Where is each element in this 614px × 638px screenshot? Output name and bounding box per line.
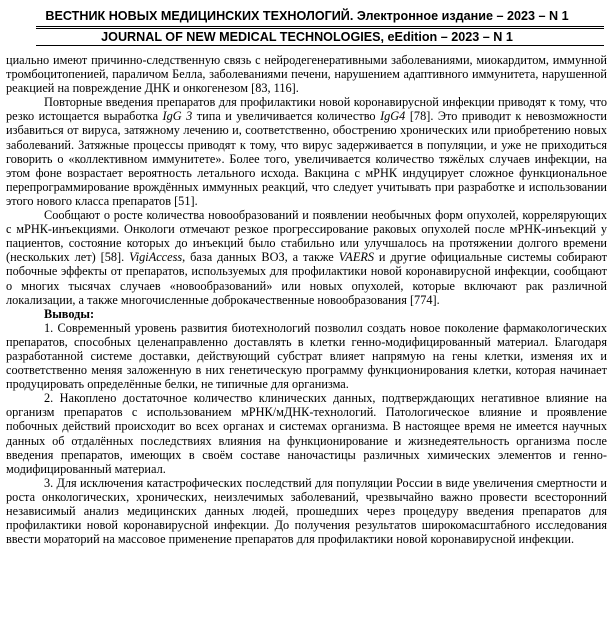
journal-title-ru: ВЕСТНИК НОВЫХ МЕДИЦИНСКИХ ТЕХНОЛОГИЙ. Электронное издание – 2023 – N 1 [45, 9, 569, 23]
header-divider-top [36, 26, 604, 27]
conclusion-2: 2. Накоплено достаточное количество клинических данных, подтверждающих негативное влияние на организм препаратов с использованием мРНК/мДНК-технологий. Патологическое влияние и проявление побочных действий происходит во всех органах и системах организма. В настоящее время не имеется научных данных об отдалённых последствиях влияния на функционирование и жизнедеятельность организма после введения препаратов, имеющих в своём составе наночастицы различных химических элементов и генно-модифицированный материал. [6, 391, 607, 476]
paragraph-neoplasms: Сообщают о росте количества новообразований и появлении необычных форм опухолей, коррелярующих с мРНК-инъекциями. Онкологи отмечают резкое прогрессирование раковых опухолей после мРНК-инъекций у пациентов, состояние которых до инъекций было стабильно или улучшалось на протяжении долгого времени (нескольких лет) [58]. VigiAccess, база данных ВОЗ, а также VAERS и другие официальные системы собирают побочные эффекты от препаратов, используемых для профилактики новой коронавирусной инфекции, сообщают о многих тысячах случаев «новообразований» или новых опухолей, которые включают рак различной локализации, а также многочисленные доброкачественные новообразования [774]. [6, 208, 608, 307]
journal-title-en: JOURNAL OF NEW MEDICAL TECHNOLOGIES, eEdition – 2023 – N 1 [101, 30, 513, 44]
vaers-term: VAERS [338, 250, 374, 265]
conclusion-1: 1. Современный уровень развития биотехнологий позволил создать новое поколение фармакологических препаратов, способных целенаправленно доставлять в клетки генно-модифицированный материал. Благодаря разработанной системе доставки, действующий субстрат влияет напрямую на гены клетки, изменяя их и соответственно меняя заложенную в них генетическую программу функционирования клетки, которая начинает продуцировать определённые белки, не типичные для организма. [6, 320, 607, 392]
conclusions-heading: Выводы: [44, 306, 95, 321]
vigiaccess-term: VigiAccess [129, 250, 183, 265]
conclusion-3: 3. Для исключения катастрофических последствий для популяции России в виде увеличения смертности и роста онкологических, хронических, неизлечимых заболеваний, чрезвычайно важно провести всесторонний независимый анализ медицинских данных людей, прошедших через процедуру введения препаратов для профилактики новой коронавирусной инфекции. До получения результатов широкомасштабного исследования ввести мораторий на массовое применение препаратов для профилактики новой коронавирусной инфекции. [6, 475, 607, 547]
paragraph-antibodies: Повторные введения препаратов для профилактики новой коронавирусной инфекции приводят к тому, что резко истощается выработка IgG 3 типа и увеличивается количество IgG4 [78]. Это приводит к невозможности избавиться от вируса, затяжному лечению и, соответственно, обострению хронических или приобретению новых заболеваний. Затяжные процессы приводят к тому, что вирус задерживается в популяции, и уже не приходиться говорить о «коллективном иммунитете». Более того, увеличивается количество тяжёлых случаев инфекции, на этом фоне возрастает вероятность летального исхода. Вакцина с мРНК индуцирует сложное функциональное перепрограммирование врождённых иммунных реакций, что следует учитывать при разработке и использовании этого нового класса препаратов [51]. [6, 95, 607, 208]
paragraph-continuation: циально имеют причинно-следственную связь с нейродегенеративными заболеваниями, миокардитом, иммунной тромбоцитопенией, параличом Белла, заболеваниями печени, нарушением адаптивного иммунитета, нарушенной реакцией на повреждение ДНК и онкогенезом [83, 116]. [6, 53, 607, 96]
header-divider-bottom [36, 45, 604, 46]
igg3-term: IgG 3 [162, 109, 193, 124]
header-divider-double [36, 28, 604, 29]
igg4-term: IgG4 [380, 109, 406, 124]
article-body [6, 53, 607, 546]
